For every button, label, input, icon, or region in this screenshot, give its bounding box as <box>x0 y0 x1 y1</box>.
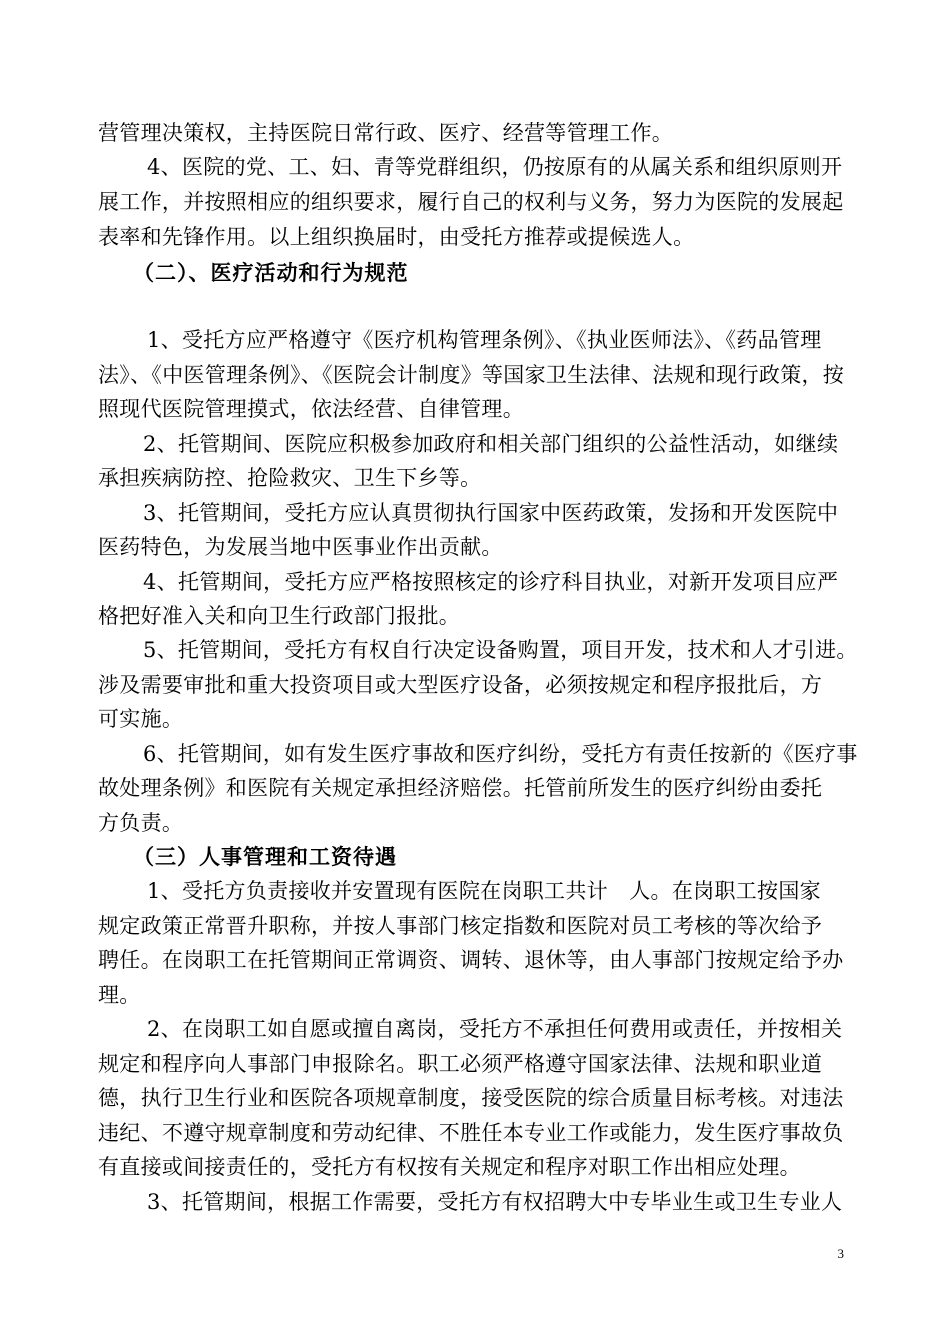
text-line: 涉及需要审批和重大投资项目或大型医疗设备，必须按规定和程序报批后，方 <box>98 673 823 697</box>
text-line: 故处理条例》和医院有关规定承担经济赔偿。托管前所发生的医疗纠纷由委托 <box>98 776 823 800</box>
text-line: 方负责。 <box>98 811 184 835</box>
text-line: 3、托管期间，受托方应认真贯彻执行国家中医药政策，发扬和开发医院中 <box>143 501 839 525</box>
text-line: 照现代医院管理摸式，依法经营、自律管理。 <box>98 397 524 421</box>
text-line: 德，执行卫生行业和医院各项规章制度，接受医院的综合质量目标考核。对违法 <box>98 1086 844 1110</box>
section-heading: （二）、医疗活动和行为规范 <box>133 260 409 285</box>
text-line: 2、托管期间、医院应积极参加政府和相关部门组织的公益性活动，如继续 <box>143 432 839 456</box>
text-line: 4、托管期间，受托方应严格按照核定的诊疗科目执业，对新开发项目应严 <box>143 570 839 594</box>
text-line: 违纪、不遵守规章制度和劳动纪律、不胜任本专业工作或能力，发生医疗事故负 <box>98 1121 844 1145</box>
text-line: 展工作，并按照相应的组织要求，履行自己的权利与义务，努力为医院的发展起 <box>98 190 844 214</box>
text-line: 1、受托方负责接收并安置现有医院在岗职工共计 人。在岗职工按国家 <box>147 879 821 903</box>
text-line: 格把好准入关和向卫生行政部门报批。 <box>98 604 461 628</box>
text-line: 医药特色，为发展当地中医事业作出贡献。 <box>98 535 503 559</box>
text-line: 法》、《中医管理条例》、《医院会计制度》等国家卫生法律、法规和现行政策，按 <box>98 363 845 387</box>
text-line: 聘任。在岗职工在托管期间正常调资、调转、退休等，由人事部门按规定给予办 <box>98 948 844 972</box>
text-line: 承担疾病防控、抢险救灾、卫生下乡等。 <box>98 466 482 490</box>
section-heading: （三）人事管理和工资待遇 <box>133 844 397 869</box>
text-line: 规定政策正常晋升职称，并按人事部门核定指数和医院对员工考核的等次给予 <box>98 914 823 938</box>
text-line: 3、托管期间，根据工作需要，受托方有权招聘大中专毕业生或卫生专业人 <box>147 1190 843 1214</box>
text-line: 5、托管期间，受托方有权自行决定设备购置，项目开发，技术和人才引进。 <box>143 638 858 662</box>
text-line: 6、托管期间，如有发生医疗事故和医疗纠纷，受托方有责任按新的《医疗事 <box>143 742 858 766</box>
text-line: 规定和程序向人事部门申报除名。职工必须严格遵守国家法律、法规和职业道 <box>98 1052 823 1076</box>
text-line: 2、在岗职工如自愿或擅自离岗，受托方不承担任何费用或责任，并按相关 <box>147 1017 843 1041</box>
text-line: 4、医院的党、工、妇、青等党群组织，仍按原有的从属关系和组织原则开 <box>147 155 843 179</box>
text-line: 可实施。 <box>98 707 184 731</box>
text-line: 表率和先锋作用。以上组织换届时，由受托方推荐或提候选人。 <box>98 225 695 249</box>
text-line: 1、受托方应严格遵守《医疗机构管理条例》、《执业医师法》、《药品管理 <box>147 328 822 352</box>
text-line: 营管理决策权，主持医院日常行政、医疗、经营等管理工作。 <box>98 121 674 145</box>
text-line: 理。 <box>98 983 141 1007</box>
page-number: 3 <box>837 1246 844 1261</box>
text-line: 有直接或间接责任的，受托方有权按有关规定和程序对职工作出相应处理。 <box>98 1155 801 1179</box>
